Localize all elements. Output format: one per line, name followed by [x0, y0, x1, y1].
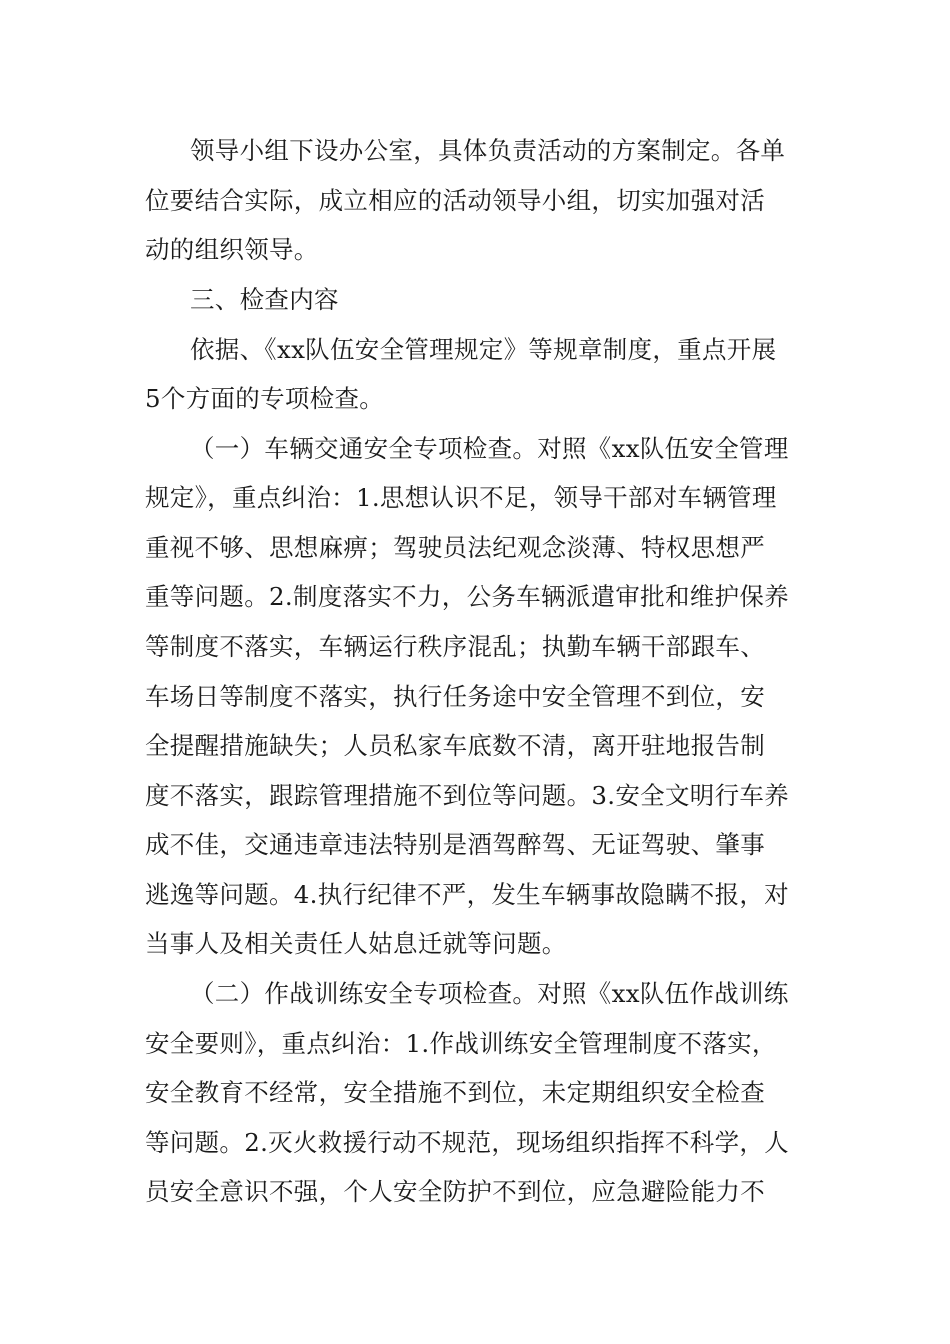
- text-line-12: 车场日等制度不落实，执行任务途中安全管理不到位，安: [145, 682, 765, 711]
- text-line-9: 重视不够、思想麻痹；驾驶员法纪观念淡薄、特权思想严: [145, 533, 765, 562]
- text-line-18: （二）作战训练安全专项检查。对照《xx队伍作战训练: [190, 979, 789, 1008]
- text-line-17: 当事人及相关责任人姑息迁就等问题。: [145, 929, 567, 958]
- text-line-10: 重等问题。2.制度落实不力，公务车辆派遣审批和维护保养: [145, 582, 789, 611]
- text-line-20: 安全教育不经常，安全措施不到位，未定期组织安全检查: [145, 1078, 765, 1107]
- text-line-6: 5个方面的专项检查。: [145, 384, 385, 413]
- text-line-13: 全提醒措施缺失；人员私家车底数不清，离开驻地报告制: [145, 731, 765, 760]
- text-line-16: 逃逸等问题。4.执行纪律不严，发生车辆事故隐瞒不报，对: [145, 880, 789, 909]
- text-line-19: 安全要则》，重点纠治：1.作战训练安全管理制度不落实，: [145, 1029, 777, 1058]
- text-line-14: 度不落实，跟踪管理措施不到位等问题。3.安全文明行车养: [145, 781, 789, 810]
- text-line-2: 位要结合实际，成立相应的活动领导小组，切实加强对活: [145, 186, 765, 215]
- text-line-15: 成不佳，交通违章违法特别是酒驾醉驾、无证驾驶、肇事: [145, 830, 765, 859]
- text-line-21: 等问题。2.灭火救援行动不规范，现场组织指挥不科学，人: [145, 1128, 789, 1157]
- section-heading: 三、检查内容: [190, 285, 339, 314]
- text-line-1: 领导小组下设办公室，具体负责活动的方案制定。各单: [190, 136, 786, 165]
- text-line-3: 动的组织领导。: [145, 235, 319, 264]
- text-line-5: 依据、《xx队伍安全管理规定》等规章制度，重点开展: [190, 335, 777, 364]
- text-line-22: 员安全意识不强，个人安全防护不到位，应急避险能力不: [145, 1177, 765, 1206]
- text-line-7: （一）车辆交通安全专项检查。对照《xx队伍安全管理: [190, 434, 789, 463]
- text-line-8: 规定》，重点纠治：1.思想认识不足，领导干部对车辆管理: [145, 483, 777, 512]
- text-line-11: 等制度不落实，车辆运行秩序混乱；执勤车辆干部跟车、: [145, 632, 765, 661]
